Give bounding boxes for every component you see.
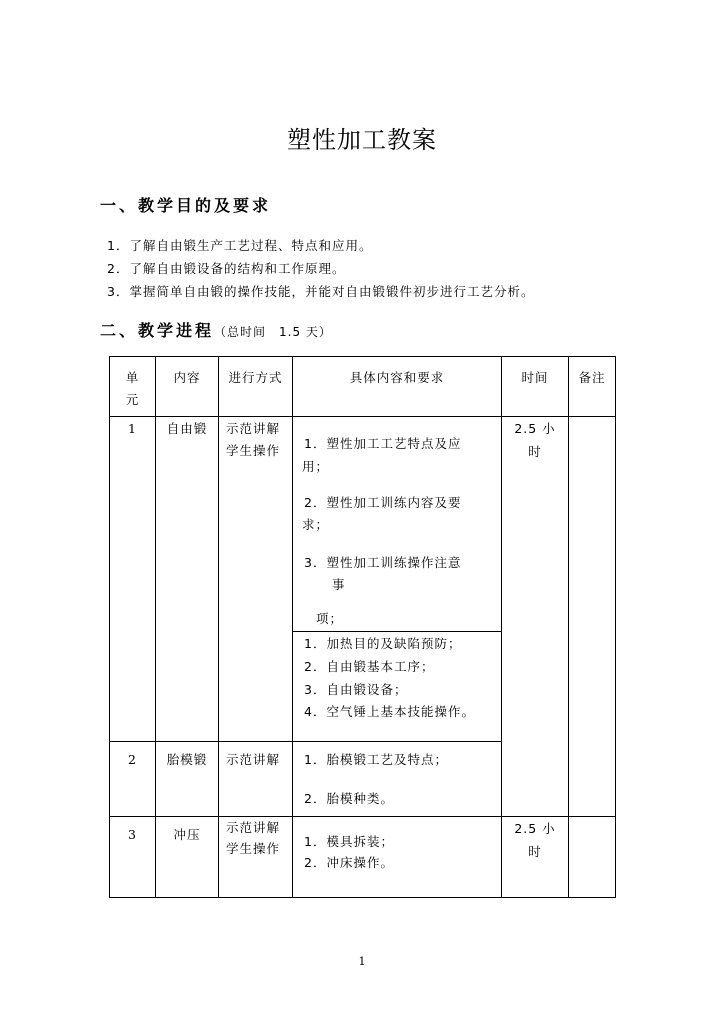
header-unit-line2: 元 [125,392,140,407]
page-title: 塑性加工教案 [287,126,437,154]
row2-detail-2: 2．胎模种类。 [304,791,394,806]
section1-heading: 一、教学目的及要求 [100,196,272,215]
header-unit-line1: 单 [125,370,140,385]
row1-detail-b-4: 4．空气锤上基本技能操作。 [304,704,475,719]
row1-detail-a-3-cont: 事 [332,577,346,592]
table-border-bottom [109,897,616,898]
row2-content: 胎模锻 [166,752,208,767]
row3-method-line1: 示范讲解 [226,820,281,835]
header-method: 进行方式 [228,370,283,385]
objective-item-1: 1．了解自由锻生产工艺过程、特点和应用。 [107,238,373,253]
header-remark: 备注 [578,370,606,385]
row3-unit: 3 [128,827,137,842]
row1-detail-a-3-cont2: 项； [316,611,344,626]
row2-detail-1: 1．胎模锻工艺及特点； [304,752,448,767]
row1-detail-a-1: 1．塑性加工工艺特点及应 [304,436,462,451]
row1-detail-b-1: 1．加热目的及缺陷预防； [304,636,462,651]
row1-time-line1: 2.5 小 [514,421,556,436]
row1-detail-a-3: 3．塑性加工训练操作注意 [304,555,462,570]
row1-row2-divider [109,741,501,742]
section2-heading [100,318,332,341]
row1-method-line1: 示范讲解 [226,421,281,436]
row1-unit: 1 [128,421,137,436]
row3-detail-1: 1．模具拆装； [304,834,394,849]
objective-item-2: 2．了解自由锻设备的结构和工作原理。 [107,261,346,276]
row1-detail-a-1-cont: 用； [302,459,330,474]
page-number: 1 [358,955,366,968]
row1-method-line2: 学生操作 [226,443,281,458]
section2-heading-text: 二、教学进程 [100,321,215,340]
row3-time-line1: 2.5 小 [514,821,556,836]
row3-time-line2: 时 [528,844,542,859]
header-content: 内容 [173,370,201,385]
header-details: 具体内容和要求 [349,370,445,385]
table-border-top [109,356,616,357]
objective-item-3: 3．掌握简单自由锻的操作技能，并能对自由锻锻件初步进行工艺分析。 [107,284,535,299]
row3-detail-2: 2．冲床操作。 [304,855,394,870]
row1-detail-b-3: 3．自由锻设备； [304,682,408,697]
row1-detail-b-2: 2．自由锻基本工序； [304,659,435,674]
header-time: 时间 [521,370,549,385]
row2-method: 示范讲解 [226,752,281,767]
row1-content: 自由锻 [166,421,208,436]
section2-total-time-note: （总时间 1.5 天） [214,325,332,339]
row1-detail-a-2: 2．塑性加工训练内容及要 [304,495,462,510]
row3-method-line2: 学生操作 [226,841,281,856]
row1-detail-a-2-cont: 求； [302,517,330,532]
row3-content: 冲压 [173,827,201,842]
row2-unit: 2 [128,752,137,767]
row1-time-line2: 时 [528,444,542,459]
